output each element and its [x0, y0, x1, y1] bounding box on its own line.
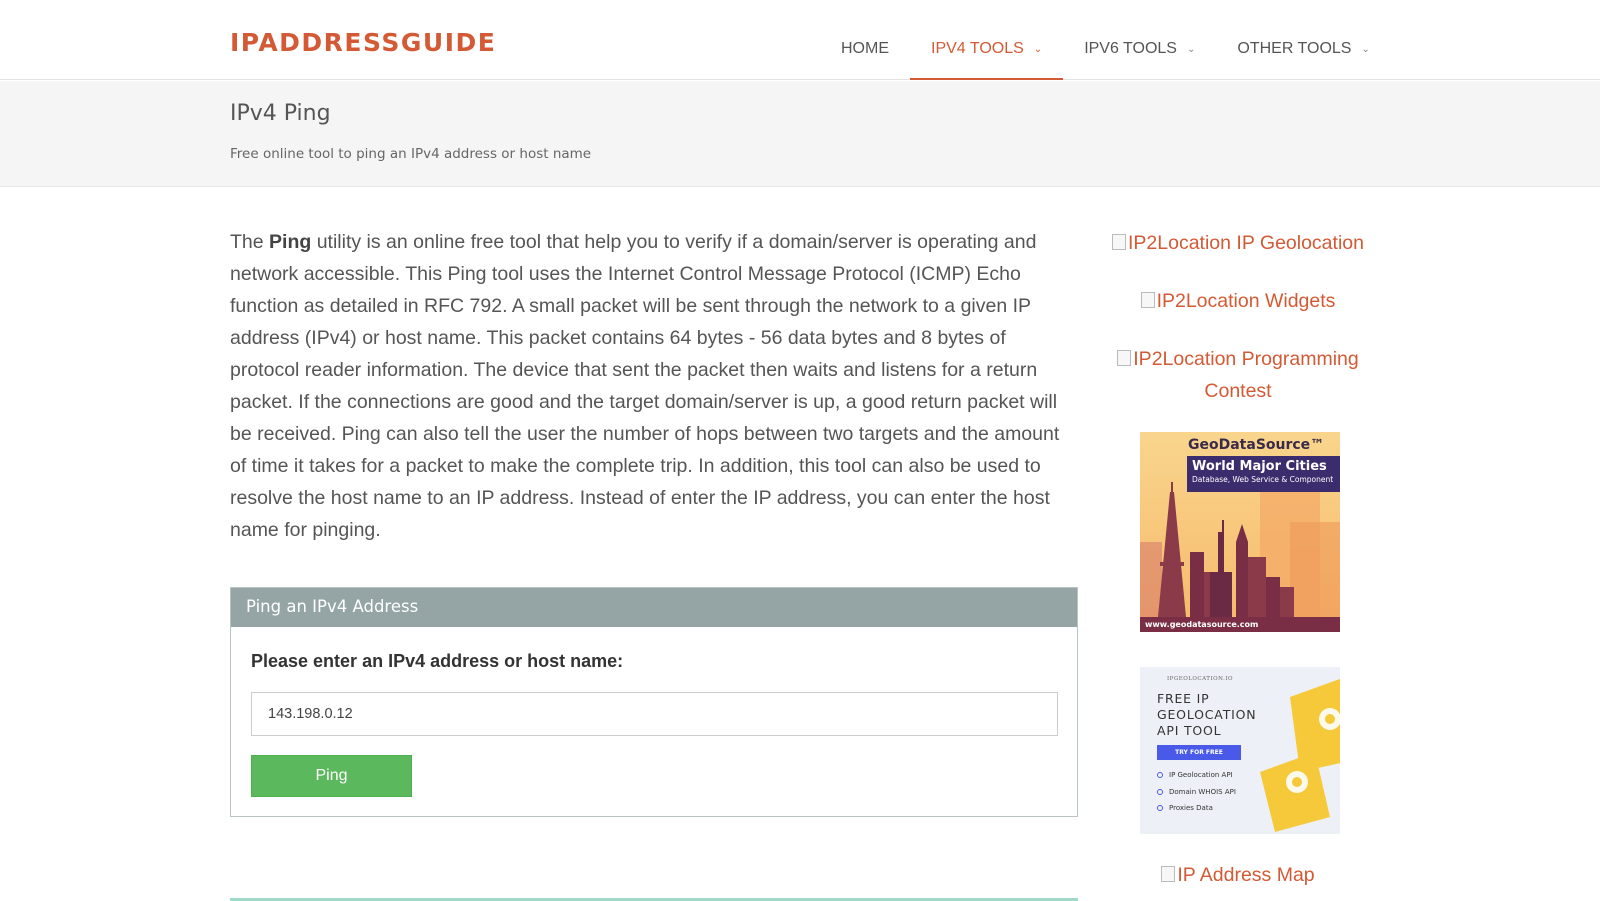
intro-paragraph: [230, 226, 1080, 546]
ip-address-map-link[interactable]: [1098, 859, 1378, 891]
main-nav: [820, 0, 1391, 80]
ad2-title-line: FREE IP: [1157, 691, 1210, 706]
ad2-feature-label: Proxies Data: [1169, 804, 1213, 812]
panel-title: Ping an IPv4 Address: [231, 588, 1077, 627]
ip2location-contest-link[interactable]: [1098, 343, 1378, 407]
ping-panel: [230, 587, 1078, 817]
ip-address-input[interactable]: [251, 692, 1058, 736]
ip2location-geolocation-link[interactable]: [1098, 227, 1378, 259]
ad2-feature: [1157, 804, 1236, 821]
broken-image-icon: [1141, 292, 1155, 308]
nav-ipv6-tools-label: IPV6 TOOLS: [1084, 40, 1177, 57]
sidebar-link-label: IP Address Map: [1177, 864, 1315, 886]
nav-ipv4-tools[interactable]: [910, 0, 1063, 80]
ad2-feature: [1157, 788, 1236, 805]
nav-other-tools[interactable]: [1216, 0, 1391, 80]
ad1-tagline: Database, Web Service & Component: [1192, 475, 1334, 484]
broken-image-icon: [1161, 866, 1175, 882]
ad2-title-line: GEOLOCATION: [1157, 707, 1257, 722]
ad2-try-button[interactable]: TRY FOR FREE: [1157, 745, 1241, 760]
sidebar-link-label: IP2Location Programming Contest: [1133, 348, 1359, 402]
bullet-icon: [1157, 772, 1163, 778]
ping-button[interactable]: Ping: [251, 755, 412, 797]
ip2location-widgets-link[interactable]: [1098, 285, 1378, 317]
sidebar-link-label: IP2Location Widgets: [1156, 290, 1336, 312]
ad2-title: [1157, 691, 1256, 739]
ad2-title-line: API TOOL: [1157, 723, 1222, 738]
ad2-feature-label: Domain WHOIS API: [1169, 787, 1236, 796]
chevron-down-icon: ⌄: [1033, 43, 1043, 55]
bullet-icon: [1157, 789, 1163, 795]
ad2-feature-list: [1157, 771, 1236, 821]
intro-text: utility is an online free tool that help you to verify if a domain/server is operating and network accessible. This Ping tool uses the Internet Control Message Protocol (ICMP) Echo function as detailed in RFC 792. A small packet will be sent through the network to a given IP address (IPv4) or host name. This packet contains 64 bytes - 56 data bytes and 8 bytes of protocol reader information. The device that sent the packet then waits and listens for a return packet. If the connections are good and the target domain/server is up, a good return packet will be received. Ping can also tell the user the number of hops between two targets and the amount of time it takes for a packet to make the complete trip. In addition, this tool can also be used to resolve the host name to an IP address. Instead of enter the IP address, you can enter the host name for pinging.: [230, 231, 1060, 541]
nav-other-tools-label: OTHER TOOLS: [1237, 40, 1352, 57]
page-subtitle: Free online tool to ping an IPv4 address or host name: [230, 146, 592, 162]
page-title: IPv4 Ping: [230, 101, 331, 126]
ip-input-label: Please enter an IPv4 address or host name:: [251, 651, 624, 671]
ipgeolocation-ad[interactable]: [1140, 667, 1340, 834]
ad2-brand: IPGEOLOCATION.IO: [1166, 676, 1234, 682]
broken-image-icon: [1112, 234, 1126, 250]
geodatasource-logo: GeoDataSource™: [1188, 437, 1325, 453]
sidebar-link-label: IP2Location IP Geolocation: [1128, 232, 1364, 254]
site-logo[interactable]: IPADDRESSGUIDE: [230, 28, 497, 57]
broken-image-icon: [1117, 350, 1131, 366]
nav-ipv4-tools-label: IPV4 TOOLS: [931, 40, 1024, 57]
ad1-url: www.geodatasource.com: [1145, 620, 1259, 629]
intro-prefix: The: [230, 231, 270, 253]
site-header: [0, 0, 1600, 80]
chevron-down-icon: ⌄: [1361, 43, 1370, 55]
ad2-feature: [1157, 771, 1236, 788]
ad1-headline: World Major Cities: [1192, 459, 1327, 474]
ad1-headline-box: [1187, 456, 1340, 492]
intro-bold-term: Ping: [269, 231, 312, 253]
chevron-down-icon: ⌄: [1186, 43, 1196, 55]
page-banner: [0, 81, 1600, 187]
geodatasource-ad[interactable]: [1140, 432, 1340, 632]
ad2-feature-label: IP Geolocation API: [1169, 771, 1233, 779]
bullet-icon: [1157, 805, 1163, 811]
nav-ipv6-tools[interactable]: [1063, 0, 1216, 80]
nav-home-label: HOME: [841, 40, 889, 57]
nav-home[interactable]: [820, 0, 910, 80]
